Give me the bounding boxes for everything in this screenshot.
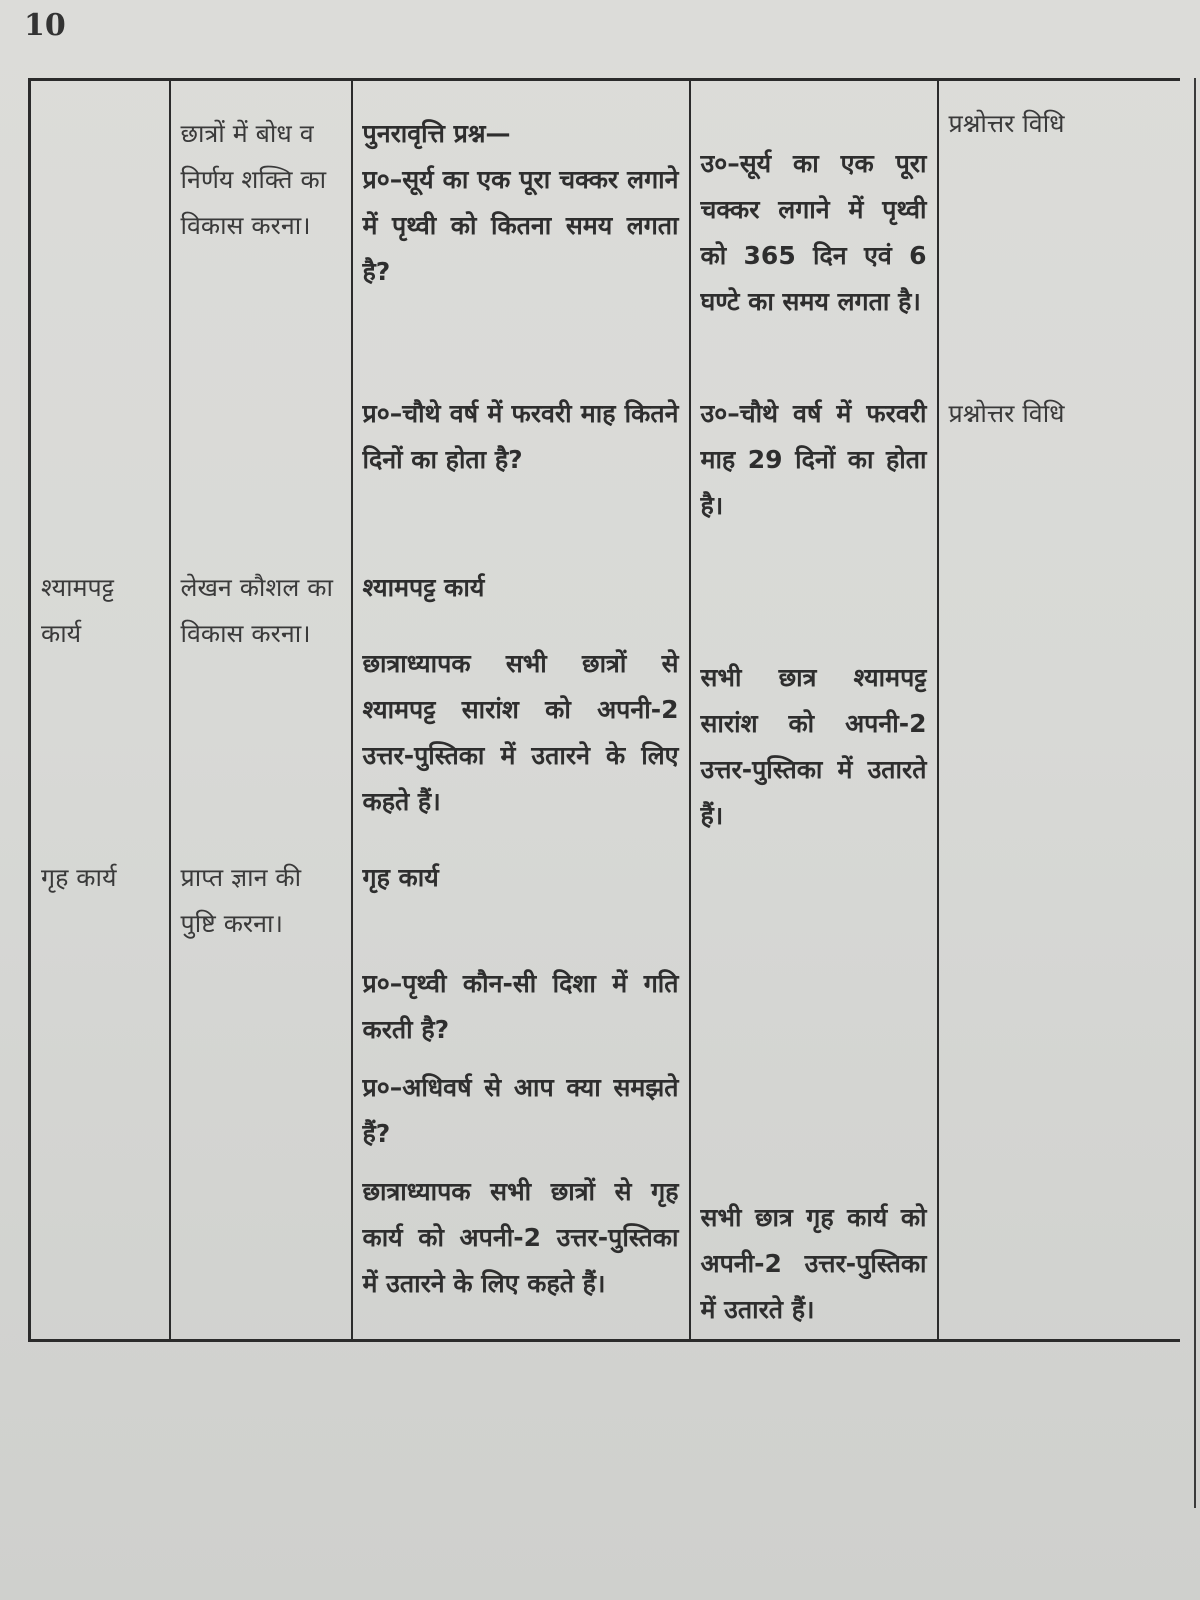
activity-cell [30, 545, 170, 855]
student-activity-cell [690, 385, 938, 545]
revision-heading: पुनरावृत्ति प्रश्न— [362, 119, 511, 148]
revision-answer-1: उ०–सूर्य का एक पूरा चक्कर लगाने में पृथ्वी को 365 दिन एवं 6 घण्टे का समय लगता है। [700, 149, 927, 316]
blackboard-instruction: छात्राध्यापक सभी छात्रों से श्यामपट्ट सारांश को अपनी-2 उत्तर-पुस्तिका में उतारने के लिए कहते हैं। [362, 648, 679, 816]
revision-answer-2: उ०–चौथे वर्ष में फरवरी माह 29 दिनों का होता है। [700, 398, 927, 520]
student-activity-cell [690, 855, 938, 1341]
table-row-revision-2 [30, 385, 1180, 545]
teacher-activity-cell [352, 80, 690, 385]
method-text: प्रश्नोत्तर विधि [948, 398, 1065, 428]
homework-response: सभी छात्र गृह कार्य को अपनी-2 उत्तर-पुस्तिका में उतारते हैं। [700, 1202, 927, 1324]
revision-question-1: प्र०–सूर्य का एक पूरा चक्कर लगाने में पृथ्वी को कितना समय लगता है? [362, 165, 679, 286]
method-cell [938, 545, 1180, 855]
activity-cell [30, 80, 170, 385]
table-outer-edge [1194, 78, 1196, 1508]
objective-text: प्राप्त ज्ञान की पुष्टि करना। [180, 862, 302, 938]
objective-cell [170, 80, 352, 385]
homework-question-2: प्र०–अधिवर्ष से आप क्या समझते हैं? [362, 1072, 679, 1148]
objective-cell [170, 855, 352, 1341]
method-cell [938, 80, 1180, 385]
objective-cell [170, 545, 352, 855]
objective-text: लेखन कौशल का विकास करना। [180, 572, 333, 648]
lesson-plan-table [28, 78, 1180, 1342]
method-cell [938, 855, 1180, 1341]
activity-homework: गृह कार्य [41, 862, 117, 892]
teacher-activity-cell [352, 855, 690, 1341]
student-activity-cell [690, 545, 938, 855]
page-number: 10 [24, 8, 66, 43]
objective-cell [170, 385, 352, 545]
objective-text: छात्रों में बोध व निर्णय शक्ति का विकास करना। [180, 119, 327, 240]
homework-heading: गृह कार्य [362, 862, 439, 892]
table-row-revision [30, 80, 1180, 385]
student-activity-cell [690, 80, 938, 385]
revision-question-2: प्र०–चौथे वर्ष में फरवरी माह कितने दिनों का होता है? [362, 398, 679, 474]
blackboard-response: सभी छात्र श्यामपट्ट सारांश को अपनी-2 उत्तर-पुस्तिका में उतारते हैं। [700, 662, 927, 830]
activity-cell [30, 855, 170, 1341]
homework-instruction: छात्राध्यापक सभी छात्रों से गृह कार्य को अपनी-2 उत्तर-पुस्तिका में उतारने के लिए कहते हैं। [362, 1176, 679, 1298]
table-row-blackboard [30, 545, 1180, 855]
activity-cell [30, 385, 170, 545]
homework-question-1: प्र०–पृथ्वी कौन-सी दिशा में गति करती है? [362, 968, 679, 1044]
activity-blackboard: श्यामपट्ट कार्य [41, 572, 114, 648]
table-row-homework [30, 855, 1180, 1341]
teacher-activity-cell [352, 545, 690, 855]
lesson-plan-table-wrap [28, 78, 1188, 1348]
teacher-activity-cell [352, 385, 690, 545]
method-cell [938, 385, 1180, 545]
blackboard-heading: श्यामपट्ट कार्य [362, 572, 485, 602]
method-text: प्रश्नोत्तर विधि [948, 109, 1065, 138]
